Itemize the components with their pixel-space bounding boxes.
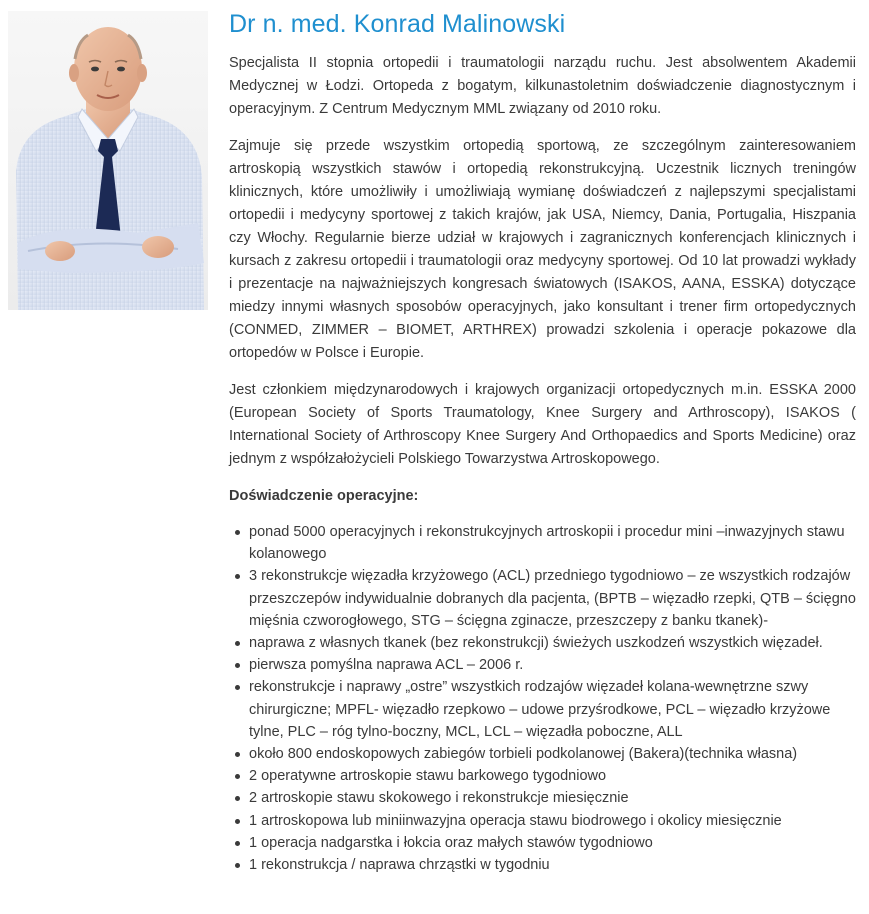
experience-item: naprawa z własnych tkanek (bez rekonstrukcji) świeżych uszkodzeń wszystkich więzadeł. <box>249 632 856 654</box>
experience-list <box>229 521 856 876</box>
doctor-name: Dr n. med. Konrad Malinowski <box>229 10 566 38</box>
experience-item: ponad 5000 operacyjnych i rekonstrukcyjnych artroskopii i procedur mini –inwazyjnych stawu kolanowego <box>249 521 856 565</box>
experience-item: 2 operatywne artroskopie stawu barkowego tygodniowo <box>249 765 856 787</box>
experience-item: 1 rekonstrukcja / naprawa chrząstki w tygodniu <box>249 854 856 876</box>
experience-item: rekonstrukcje i naprawy „ostre” wszystkich rodzajów więzadeł kolana-wewnętrzne szwy chirurgiczne; MPFL- więzadło rzepkowo – udowe przyśrodkowe, PCL – więzadło krzyżowe tylne, PLC – róg tylno-boczny, MCL, LCL – więzadła poboczne, ALL <box>249 676 856 743</box>
bio-paragraph-3: Jest członkiem międzynarodowych i krajowych organizacji ortopedycznych m.in. ESSKA 2000 (European Society of Sports Traumatology, Knee Surgery and Arthroscopy), ISAKOS ( International Society of Arthroscopy Knee Surgery And Orthopaedics and Sports Medicine) oraz jednym z współzałożycieli Polskiego Towarzystwa Artroskopowego. <box>229 382 856 467</box>
bio-paragraph-1: Specjalista II stopnia ortopedii i traumatologii narządu ruchu. Jest absolwentem Akademii Medycznej w Łodzi. Ortopeda z bogatym, kilkunastoletnim doświadczenie diagnostycznym i operacyjnym. Z Centrum Medycznym MML związany od 2010 roku. <box>229 55 856 117</box>
experience-heading: Doświadczenie operacyjne: <box>229 488 419 504</box>
doctor-photo <box>8 11 208 310</box>
bio-paragraph-2: Zajmuje się przede wszystkim ortopedią sportową, ze szczególnym zainteresowaniem artroskopią wszystkich stawów i ortopedią rekonstrukcyjną. Uczestnik licznych treningów klinicznych, które umożliwiły i umożliwiają wymianę doświadczeń z najlepszymi specjalistami ortopedii i medycyny sportowej z takich krajów, jak USA, Niemcy, Dania, Portugalia, Hiszpania czy Włochy. Regularnie bierze udział w krajowych i zagranicznych konferencjach klinicznych i kursach z zakresu ortopedii i traumatologii oraz medycyny sportowej. Od 10 lat prowadzi wykłady i prezentacje na najważniejszych kongresach światowych (ISAKOS, AANA, ESSKA) dotyczące miedzy innymi własnych sposobów operacyjnych, jako konsultant i trener firm ortopedycznych (CONMED, ZIMMER – BIOMET, ARTHREX) prowadzi szkolenia i operacje pokazowe dla ortopedów w Polsce i Europie. <box>229 138 856 361</box>
experience-item: 2 artroskopie stawu skokowego i rekonstrukcje miesięcznie <box>249 787 856 809</box>
experience-item: 3 rekonstrukcje więzadła krzyżowego (ACL) przedniego tygodniowo – ze wszystkich rodzajów przeszczepów indywidualnie dobranych dla pacjenta, (BPTB – więzadło rzepki, QTB – ścięgno mięśnia czworogłowego, STG – ścięgna zginacze, przeszczepy z banku tkanek)- <box>249 565 856 632</box>
doctor-portrait-icon <box>8 11 208 310</box>
experience-item: 1 operacja nadgarstka i łokcia oraz małych stawów tygodniowo <box>249 832 856 854</box>
profile-content <box>229 8 856 876</box>
experience-item: około 800 endoskopowych zabiegów torbieli podkolanowej (Bakera)(technika własna) <box>249 743 856 765</box>
experience-item: 1 artroskopowa lub miniinwazyjna operacja stawu biodrowego i okolicy miesięcznie <box>249 810 856 832</box>
experience-item: pierwsza pomyślna naprawa ACL – 2006 r. <box>249 654 856 676</box>
